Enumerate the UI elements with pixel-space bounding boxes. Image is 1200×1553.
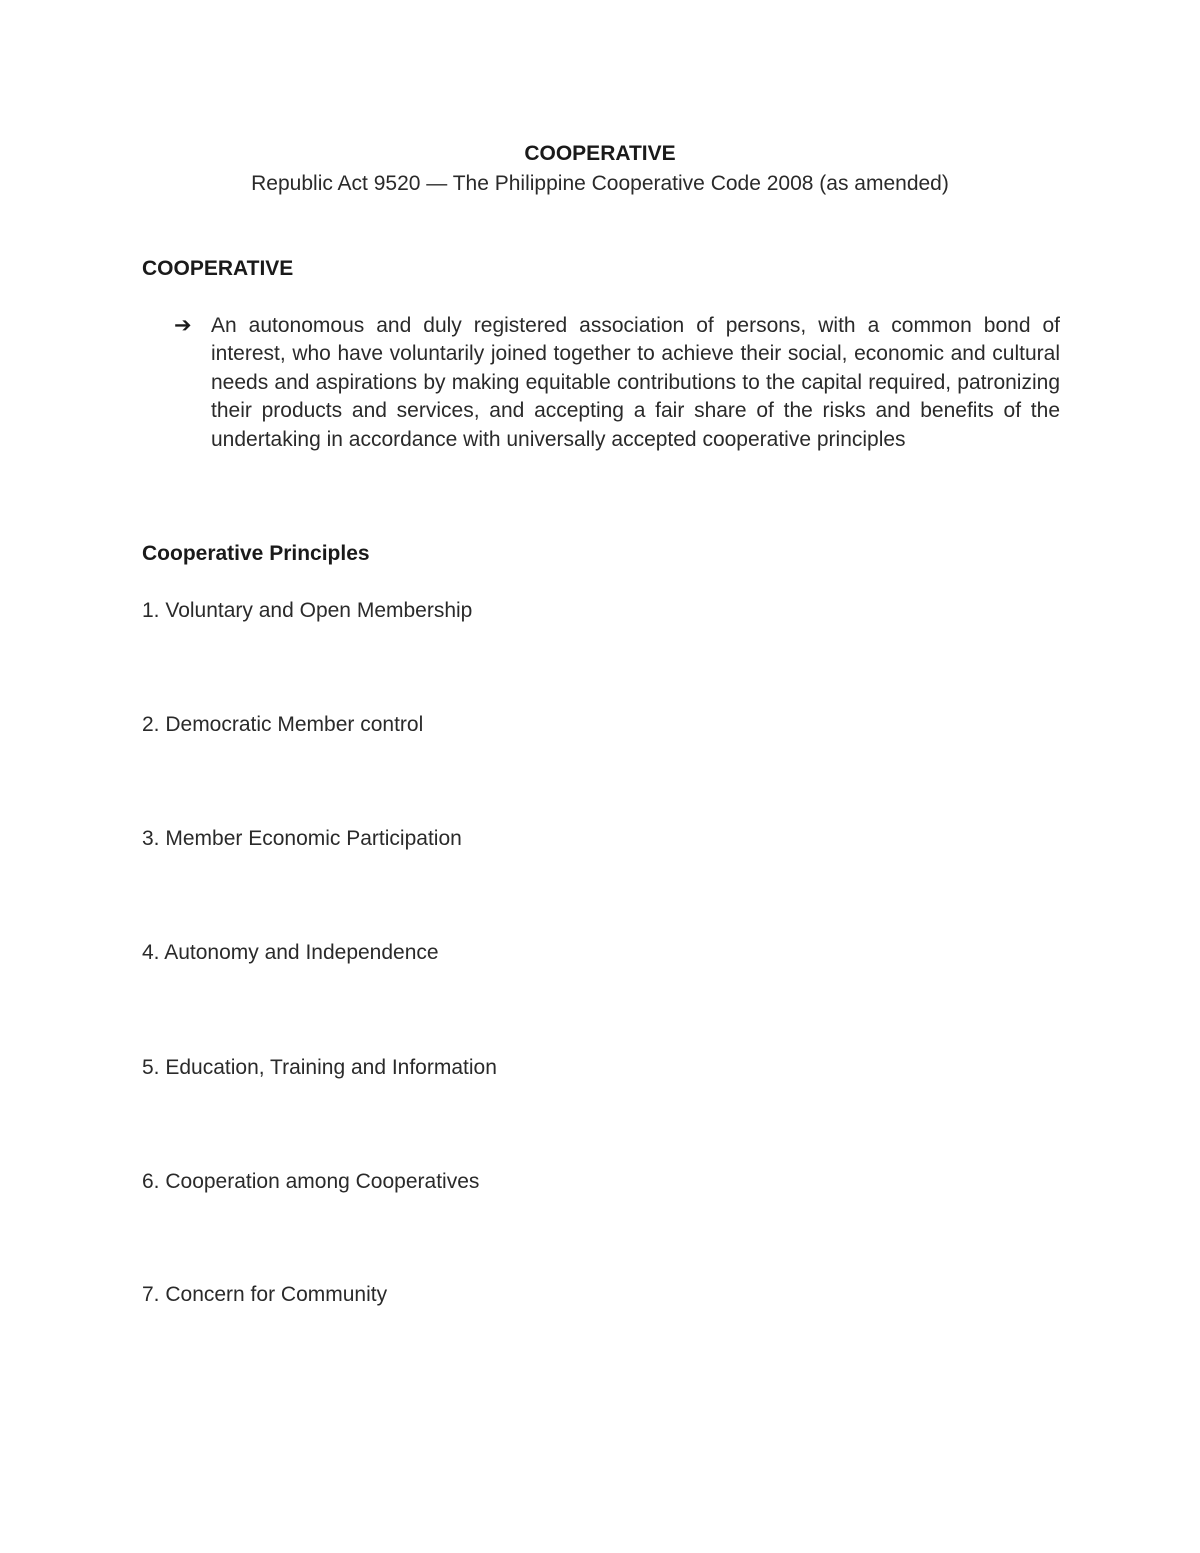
principle-item: 3. Member Economic Participation — [142, 827, 462, 850]
definition-item — [174, 312, 1060, 454]
principle-item: 7. Concern for Community — [142, 1283, 388, 1306]
principles-heading: Cooperative Principles — [142, 542, 370, 565]
definition-text: An autonomous and duly registered association of persons, with a common bond of interest, who have voluntarily joined together to achieve their social, economic and cultural needs and aspirations by making equitable contributions to the capital required, patronizing their products and services, and accepting a fair share of the risks and benefits of the undertaking in accordance with universally accepted cooperative principles — [211, 314, 1060, 451]
principle-item: 5. Education, Training and Information — [142, 1056, 497, 1079]
principle-item: 1. Voluntary and Open Membership — [142, 599, 473, 622]
document-subtitle: Republic Act 9520 — The Philippine Cooperative Code 2008 (as amended) — [251, 172, 949, 195]
principle-item: 2. Democratic Member control — [142, 713, 424, 736]
section-heading: COOPERATIVE — [142, 257, 294, 280]
principle-item: 6. Cooperation among Cooperatives — [142, 1170, 480, 1193]
arrow-right-icon: ➔ — [174, 314, 192, 337]
principle-item: 4. Autonomy and Independence — [142, 941, 439, 964]
document-title: COOPERATIVE — [524, 142, 676, 165]
